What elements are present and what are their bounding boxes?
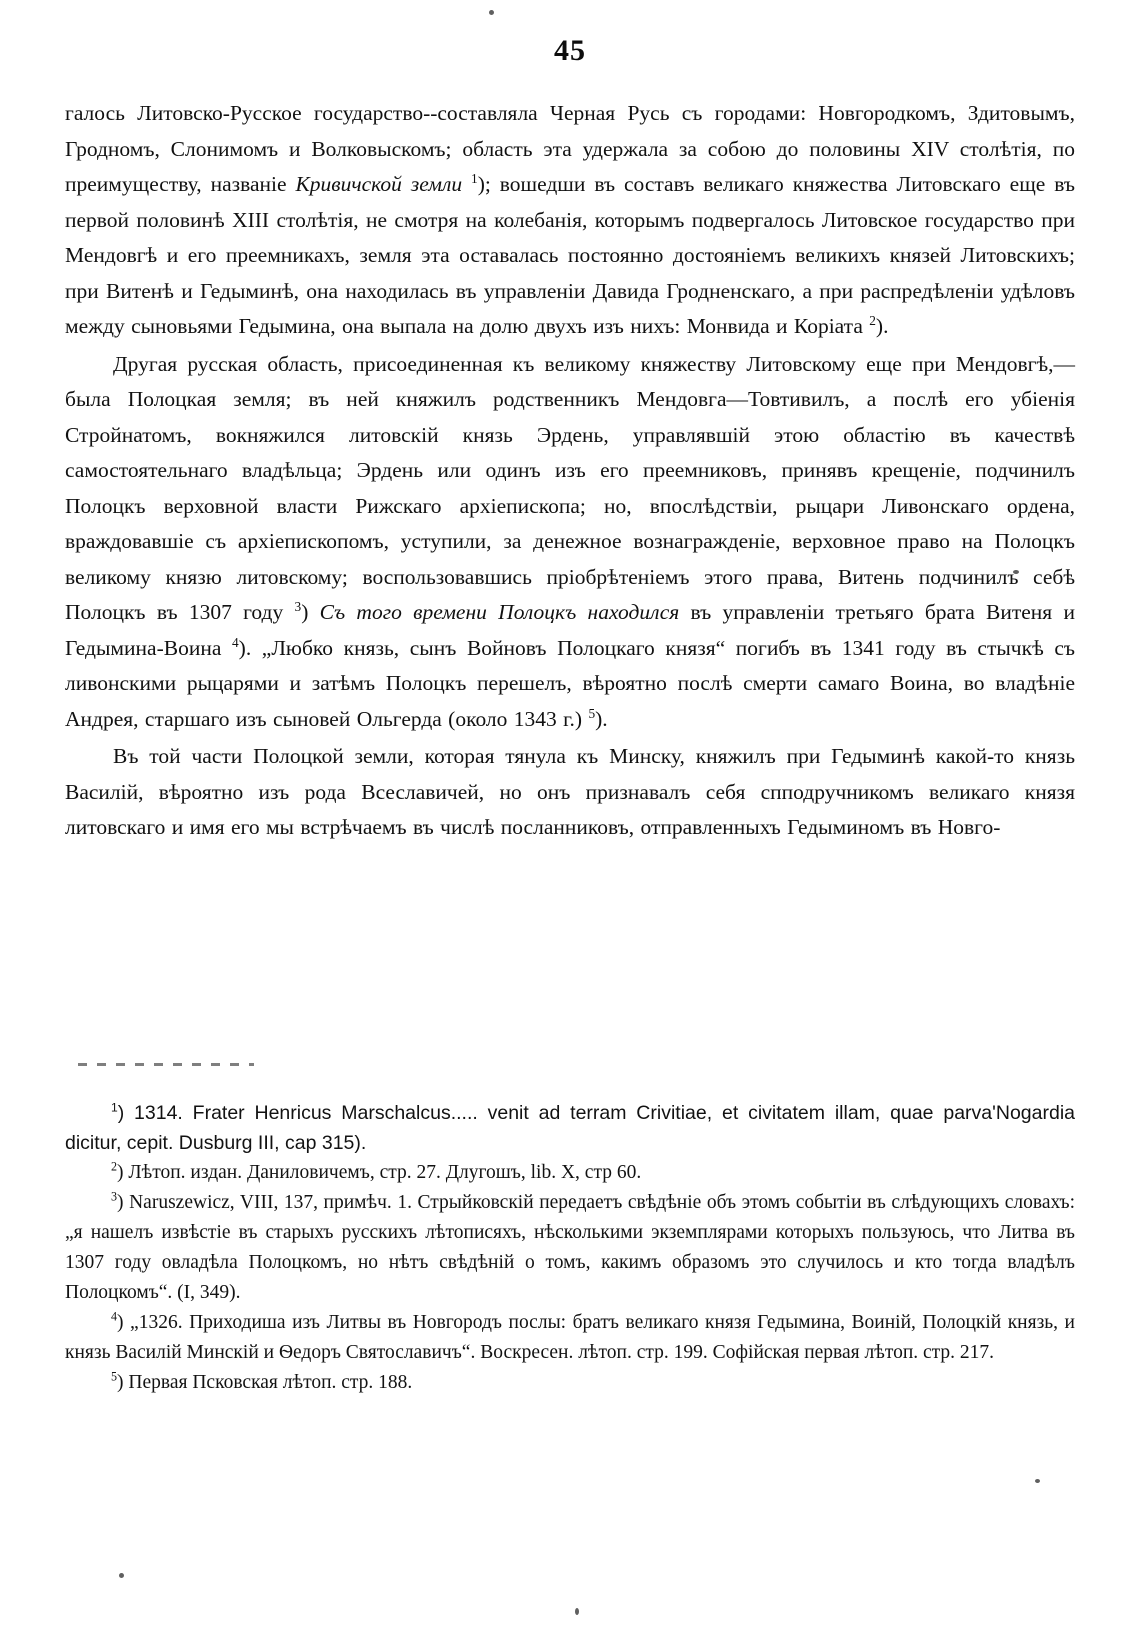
paragraph-2 — [65, 347, 1075, 738]
footnote-separator-rule — [78, 1063, 254, 1066]
footnote-marker-2: 2 — [111, 1159, 118, 1174]
footnote-1 — [65, 1098, 1075, 1158]
footnote-ref-2[interactable]: 2 — [869, 312, 876, 328]
paragraph-2-italic-phrase: Съ того времени Полоцкъ находился — [319, 600, 680, 624]
paragraph-3: Въ той части Полоцкой земли, которая тянула къ Минску, княжилъ при Гедыминѣ какой-то князь Василій, вѣроятно изъ рода Всеславичей, но онъ признавалъ себя спподручникомъ великаго князя литовскаго и имя его мы встрѣчаемъ въ числѣ посланниковъ, отправленныхъ Гедыминомъ въ Новго- — [65, 744, 1075, 839]
footnote-marker-4: 4 — [111, 1309, 118, 1324]
paragraph-1-end: ). — [875, 314, 889, 338]
footnote-marker-3: 3 — [111, 1189, 118, 1204]
footnote-ref-3[interactable]: 3 — [294, 598, 302, 614]
paragraph-2-part-3: въ управленіи третьяго брата Витеня и Гедымина-Воина — [65, 600, 1075, 660]
paragraph-2-part-4: ). „Любко князь, сынъ Войновъ Полоцкаго князя“ погибъ въ 1341 году въ стычкѣ съ ливонскими рыцарями и затѣмъ Полоцкъ перешелъ, вѣроятно послѣ смерти самаго Воина, во владѣніе Андрея, старшаго изъ сыновей Ольгерда (около 1343 г.) — [65, 635, 1075, 731]
paragraph-1-italic-term: Кривичской земли — [295, 172, 463, 196]
paragraph-2-part-5: ). — [595, 706, 608, 731]
footnote-2-text: ) Лѣтоп. издан. Даниловичемъ, стр. 27. Длугошъ, lib. X, стр 60. — [117, 1162, 642, 1183]
scan-speck — [489, 10, 494, 15]
paragraph-1-tail: ); вошедши въ составъ великаго княжества Литовскаго еще въ первой половинѣ XIII столѣтія, не смотря на колебанія, которымъ подвергалось Литовское государство при Мендовгѣ и его преемникахъ, земля эта оставалась постоянно достояніемъ великихъ князей Литовскихъ; при Витенѣ и Гедыминѣ, она находилась въ управленіи Давида Гродненскаго, а при распредѣленіи удѣловъ между сыновьями Гедымина, она выпала на долю двухъ изъ нихъ: Монвида и Коріата — [65, 172, 1075, 338]
footnote-1-text: ) 1314. Frater Henricus Marschalcus..... venit ad terram Crivitiae, et civitatem illam, quae parva'Nogardia dicitur, cepit. Dusburg III, cap 315). — [65, 1102, 1075, 1154]
footnote-3-text: ) Naruszewicz, VIII, 137, примѣч. 1. Стрыйковскій передаетъ свѣдѣніе объ этомъ событіи въ слѣдующихъ словахъ: „я нашелъ извѣстіе въ старыхъ русскихъ лѣтописяхъ, нѣсколькими экземплярами которыхъ пользуюсь, что Литва въ 1307 году овладѣла Полоцкомъ, но нѣтъ свѣдѣній о томъ, какимъ образомъ это случилось и кто тогда владѣлъ Полоцкомъ“. (I, 349). — [65, 1192, 1075, 1303]
scan-speck — [575, 1608, 579, 1615]
footnote-4 — [65, 1308, 1075, 1368]
footnote-5-text: ) Первая Псковская лѣтоп. стр. 188. — [117, 1372, 413, 1393]
scan-speck — [119, 1573, 124, 1578]
footnote-ref-1[interactable]: 1 — [471, 170, 478, 186]
paragraph-1 — [65, 96, 1075, 345]
paragraph-1-lead: галось Литовско-Русское государство--составляла Черная Русь съ городами: Новгородкомъ, Здитовымъ, Гродномъ, Слонимомъ и Волковыскомъ; область эта удержала за собою до половины XIV столѣтія, по преимуществу, названіе — [65, 101, 1075, 196]
footnote-ref-4[interactable]: 4 — [232, 634, 239, 650]
footnote-2 — [65, 1158, 1075, 1188]
footnote-3 — [65, 1188, 1075, 1308]
footnote-4-text: ) „1326. Приходиша изъ Литвы въ Новгородъ послы: братъ великаго князя Гедымина, Воиній, Полоцкій князь, и князь Василій Минскій и Ѳедоръ Святославичъ“. Воскресен. лѣтоп. стр. 199. Софійская первая лѣтоп. стр. 217. — [65, 1312, 1075, 1363]
footnote-ref-5[interactable]: 5 — [588, 705, 596, 721]
page-number: 45 — [554, 34, 586, 67]
paragraph-2-part-1: Другая русская область, присоединенная къ великому княжеству Литовскому еще при Мендовгѣ,—была Полоцкая земля; въ ней княжилъ родственникъ Мендовга—Товтивилъ, а послѣ его убіенія Стройнатомъ, вокняжился литовскій князь Эрдень, управлявшій этою областію въ качествѣ самостоятельнаго владѣльца; Эрдень или одинъ изъ его преемниковъ, принявъ крещеніе, подчинилъ Полоцкъ верховной власти Рижскаго архіепископа; но, впослѣдствіи, рыцари Ливонскаго ордена, враждовавшіе съ архіепископомъ, уступили, за денежное вознагражденіе, верховное право на Полоцкъ великому князю литовскому; воспользовавшись пріобрѣтеніемъ этого права, Витень подчинилъ себѣ Полоцкъ въ 1307 году — [65, 351, 1075, 624]
footnotes-block — [65, 1098, 1075, 1398]
footnote-5 — [65, 1368, 1075, 1398]
footnote-marker-5: 5 — [111, 1369, 118, 1384]
scan-speck — [1035, 1479, 1040, 1483]
footnote-marker-1: 1 — [111, 1100, 118, 1115]
paragraph-2-part-2: ) — [301, 600, 320, 624]
body-text — [65, 96, 1075, 846]
